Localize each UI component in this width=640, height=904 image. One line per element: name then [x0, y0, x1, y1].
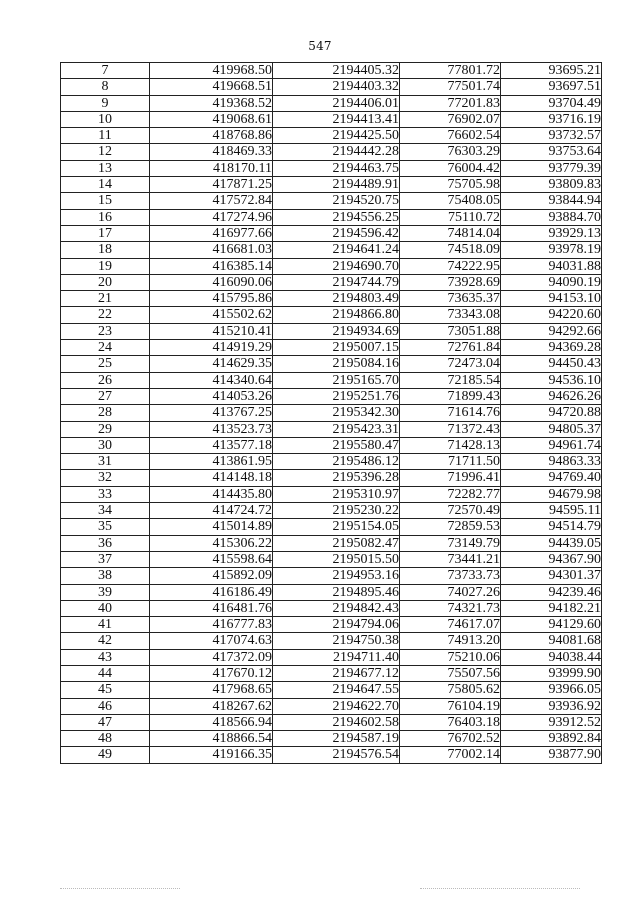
coord-x-cell: 414435.80 [150, 486, 273, 502]
coord-local-y-cell: 94805.37 [501, 421, 602, 437]
page-number: 547 [308, 39, 332, 53]
point-number-cell: 26 [61, 372, 150, 388]
coord-y-cell: 2195015.50 [273, 551, 400, 567]
point-number-cell: 15 [61, 193, 150, 209]
coord-local-y-cell: 94769.40 [501, 470, 602, 486]
coord-x-cell: 416777.83 [150, 617, 273, 633]
coord-local-x-cell: 74321.73 [400, 600, 501, 616]
coord-x-cell: 417572.84 [150, 193, 273, 209]
coord-local-x-cell: 75705.98 [400, 177, 501, 193]
table-row [61, 568, 602, 584]
coord-y-cell: 2194463.75 [273, 160, 400, 176]
coord-local-y-cell: 94292.66 [501, 323, 602, 339]
coord-y-cell: 2194403.32 [273, 79, 400, 95]
coord-local-y-cell: 94536.10 [501, 372, 602, 388]
table-row [61, 128, 602, 144]
point-number-cell: 37 [61, 551, 150, 567]
coord-local-x-cell: 77801.72 [400, 63, 501, 79]
coord-y-cell: 2195342.30 [273, 405, 400, 421]
coord-x-cell: 417274.96 [150, 209, 273, 225]
coord-y-cell: 2195251.76 [273, 388, 400, 404]
coord-x-cell: 415598.64 [150, 551, 273, 567]
coord-local-y-cell: 93892.84 [501, 731, 602, 747]
table-row [61, 682, 602, 698]
coord-x-cell: 415014.89 [150, 519, 273, 535]
coord-y-cell: 2194711.40 [273, 649, 400, 665]
coord-y-cell: 2194587.19 [273, 731, 400, 747]
point-number-cell: 7 [61, 63, 150, 79]
coord-local-y-cell: 94679.98 [501, 486, 602, 502]
coord-y-cell: 2194405.32 [273, 63, 400, 79]
coord-x-cell: 414340.64 [150, 372, 273, 388]
coord-local-y-cell: 93695.21 [501, 63, 602, 79]
coord-y-cell: 2194556.25 [273, 209, 400, 225]
point-number-cell: 32 [61, 470, 150, 486]
point-number-cell: 33 [61, 486, 150, 502]
table-row [61, 323, 602, 339]
coord-local-y-cell: 93697.51 [501, 79, 602, 95]
point-number-cell: 49 [61, 747, 150, 763]
coord-y-cell: 2195165.70 [273, 372, 400, 388]
table-row [61, 551, 602, 567]
coord-local-x-cell: 77501.74 [400, 79, 501, 95]
coord-y-cell: 2195486.12 [273, 454, 400, 470]
coord-y-cell: 2194489.91 [273, 177, 400, 193]
coord-x-cell: 419068.61 [150, 111, 273, 127]
coord-y-cell: 2195396.28 [273, 470, 400, 486]
coord-local-x-cell: 75110.72 [400, 209, 501, 225]
table-row [61, 111, 602, 127]
coord-local-y-cell: 94031.88 [501, 258, 602, 274]
table-row [61, 470, 602, 486]
table-row [61, 665, 602, 681]
coord-local-x-cell: 73441.21 [400, 551, 501, 567]
point-number-cell: 18 [61, 242, 150, 258]
table-row [61, 274, 602, 290]
coordinate-table [60, 62, 602, 764]
coord-y-cell: 2194794.06 [273, 617, 400, 633]
coord-local-x-cell: 74222.95 [400, 258, 501, 274]
table-row [61, 356, 602, 372]
coord-local-y-cell: 93844.94 [501, 193, 602, 209]
point-number-cell: 30 [61, 437, 150, 453]
coord-local-y-cell: 93753.64 [501, 144, 602, 160]
coord-x-cell: 418170.11 [150, 160, 273, 176]
coord-local-y-cell: 93716.19 [501, 111, 602, 127]
coord-x-cell: 416481.76 [150, 600, 273, 616]
table-row [61, 160, 602, 176]
coord-local-x-cell: 71996.41 [400, 470, 501, 486]
table-row [61, 437, 602, 453]
coord-local-y-cell: 94863.33 [501, 454, 602, 470]
coord-y-cell: 2194442.28 [273, 144, 400, 160]
coord-local-x-cell: 72473.04 [400, 356, 501, 372]
coord-local-x-cell: 73733.73 [400, 568, 501, 584]
coord-x-cell: 419166.35 [150, 747, 273, 763]
table-row [61, 79, 602, 95]
point-number-cell: 13 [61, 160, 150, 176]
coord-local-y-cell: 93877.90 [501, 747, 602, 763]
table-row [61, 600, 602, 616]
coord-y-cell: 2195580.47 [273, 437, 400, 453]
coord-local-y-cell: 93779.39 [501, 160, 602, 176]
coord-local-y-cell: 93978.19 [501, 242, 602, 258]
coord-local-y-cell: 94439.05 [501, 535, 602, 551]
coord-local-x-cell: 72570.49 [400, 503, 501, 519]
point-number-cell: 31 [61, 454, 150, 470]
coord-local-x-cell: 72859.53 [400, 519, 501, 535]
point-number-cell: 47 [61, 714, 150, 730]
coord-y-cell: 2194425.50 [273, 128, 400, 144]
table-row [61, 747, 602, 763]
coord-y-cell: 2195310.97 [273, 486, 400, 502]
table-row [61, 698, 602, 714]
coord-x-cell: 415502.62 [150, 307, 273, 323]
bottom-scan-mark-right [420, 888, 580, 890]
table-row [61, 177, 602, 193]
coord-x-cell: 413523.73 [150, 421, 273, 437]
table-row [61, 307, 602, 323]
table-row [61, 486, 602, 502]
coord-local-x-cell: 71614.76 [400, 405, 501, 421]
table-row [61, 63, 602, 79]
point-number-cell: 34 [61, 503, 150, 519]
coord-local-y-cell: 94038.44 [501, 649, 602, 665]
table-row [61, 519, 602, 535]
coord-local-x-cell: 73928.69 [400, 274, 501, 290]
coord-local-x-cell: 71428.13 [400, 437, 501, 453]
coord-y-cell: 2194413.41 [273, 111, 400, 127]
coord-local-x-cell: 76104.19 [400, 698, 501, 714]
table-row [61, 193, 602, 209]
coord-x-cell: 416385.14 [150, 258, 273, 274]
table-row [61, 340, 602, 356]
coord-local-x-cell: 74518.09 [400, 242, 501, 258]
table-row [61, 209, 602, 225]
coord-y-cell: 2194596.42 [273, 225, 400, 241]
coord-local-y-cell: 94220.60 [501, 307, 602, 323]
coord-local-x-cell: 75507.56 [400, 665, 501, 681]
coord-x-cell: 417372.09 [150, 649, 273, 665]
coord-local-x-cell: 75210.06 [400, 649, 501, 665]
table-row [61, 388, 602, 404]
coord-local-y-cell: 94367.90 [501, 551, 602, 567]
coord-x-cell: 415210.41 [150, 323, 273, 339]
coord-x-cell: 414148.18 [150, 470, 273, 486]
point-number-cell: 42 [61, 633, 150, 649]
coord-local-x-cell: 71372.43 [400, 421, 501, 437]
point-number-cell: 17 [61, 225, 150, 241]
point-number-cell: 20 [61, 274, 150, 290]
point-number-cell: 39 [61, 584, 150, 600]
coord-y-cell: 2194803.49 [273, 291, 400, 307]
coord-local-x-cell: 72761.84 [400, 340, 501, 356]
table-row [61, 633, 602, 649]
coord-local-y-cell: 94090.19 [501, 274, 602, 290]
coord-local-x-cell: 76403.18 [400, 714, 501, 730]
coord-local-y-cell: 94129.60 [501, 617, 602, 633]
point-number-cell: 9 [61, 95, 150, 111]
table-row [61, 95, 602, 111]
coord-x-cell: 415306.22 [150, 535, 273, 551]
point-number-cell: 10 [61, 111, 150, 127]
table-row [61, 372, 602, 388]
coord-y-cell: 2195230.22 [273, 503, 400, 519]
coord-local-x-cell: 72282.77 [400, 486, 501, 502]
coord-local-x-cell: 71899.43 [400, 388, 501, 404]
table-row [61, 714, 602, 730]
coord-y-cell: 2194641.24 [273, 242, 400, 258]
coord-x-cell: 416090.06 [150, 274, 273, 290]
coord-y-cell: 2194602.58 [273, 714, 400, 730]
table-row [61, 454, 602, 470]
coord-local-x-cell: 71711.50 [400, 454, 501, 470]
coord-local-x-cell: 73635.37 [400, 291, 501, 307]
coord-local-y-cell: 93704.49 [501, 95, 602, 111]
point-number-cell: 24 [61, 340, 150, 356]
point-number-cell: 36 [61, 535, 150, 551]
table-row [61, 225, 602, 241]
coord-x-cell: 419968.50 [150, 63, 273, 79]
coord-local-y-cell: 93912.52 [501, 714, 602, 730]
table-row [61, 617, 602, 633]
coord-local-x-cell: 72185.54 [400, 372, 501, 388]
coord-local-y-cell: 94595.11 [501, 503, 602, 519]
point-number-cell: 8 [61, 79, 150, 95]
table-body [61, 63, 602, 764]
coord-y-cell: 2194842.43 [273, 600, 400, 616]
coord-y-cell: 2194622.70 [273, 698, 400, 714]
coord-x-cell: 417074.63 [150, 633, 273, 649]
point-number-cell: 35 [61, 519, 150, 535]
point-number-cell: 16 [61, 209, 150, 225]
coord-x-cell: 417968.65 [150, 682, 273, 698]
coord-y-cell: 2194677.12 [273, 665, 400, 681]
point-number-cell: 22 [61, 307, 150, 323]
coord-local-y-cell: 94081.68 [501, 633, 602, 649]
table-row [61, 584, 602, 600]
coord-local-y-cell: 94369.28 [501, 340, 602, 356]
coord-x-cell: 419668.51 [150, 79, 273, 95]
coord-x-cell: 416681.03 [150, 242, 273, 258]
coord-x-cell: 418566.94 [150, 714, 273, 730]
coord-local-y-cell: 94301.37 [501, 568, 602, 584]
coord-x-cell: 418866.54 [150, 731, 273, 747]
coord-x-cell: 416186.49 [150, 584, 273, 600]
point-number-cell: 11 [61, 128, 150, 144]
coord-local-x-cell: 73343.08 [400, 307, 501, 323]
coord-local-y-cell: 94239.46 [501, 584, 602, 600]
point-number-cell: 46 [61, 698, 150, 714]
coord-local-y-cell: 94961.74 [501, 437, 602, 453]
coord-x-cell: 418469.33 [150, 144, 273, 160]
point-number-cell: 19 [61, 258, 150, 274]
coord-local-y-cell: 93999.90 [501, 665, 602, 681]
coord-local-y-cell: 93966.05 [501, 682, 602, 698]
table-row [61, 421, 602, 437]
coord-local-y-cell: 93732.57 [501, 128, 602, 144]
point-number-cell: 41 [61, 617, 150, 633]
coord-local-x-cell: 75408.05 [400, 193, 501, 209]
coord-y-cell: 2194744.79 [273, 274, 400, 290]
coord-x-cell: 419368.52 [150, 95, 273, 111]
coord-local-x-cell: 77201.83 [400, 95, 501, 111]
coord-local-x-cell: 76004.42 [400, 160, 501, 176]
point-number-cell: 28 [61, 405, 150, 421]
coord-local-x-cell: 74913.20 [400, 633, 501, 649]
coord-x-cell: 415795.86 [150, 291, 273, 307]
coord-x-cell: 414629.35 [150, 356, 273, 372]
coord-y-cell: 2195082.47 [273, 535, 400, 551]
table-row [61, 649, 602, 665]
point-number-cell: 21 [61, 291, 150, 307]
coord-y-cell: 2195007.15 [273, 340, 400, 356]
coord-y-cell: 2194750.38 [273, 633, 400, 649]
coord-local-y-cell: 94450.43 [501, 356, 602, 372]
coord-local-x-cell: 74617.07 [400, 617, 501, 633]
point-number-cell: 38 [61, 568, 150, 584]
coord-local-y-cell: 94182.21 [501, 600, 602, 616]
coord-local-x-cell: 75805.62 [400, 682, 501, 698]
coord-y-cell: 2194520.75 [273, 193, 400, 209]
point-number-cell: 14 [61, 177, 150, 193]
coord-x-cell: 418267.62 [150, 698, 273, 714]
coord-local-x-cell: 73149.79 [400, 535, 501, 551]
point-number-cell: 27 [61, 388, 150, 404]
coord-x-cell: 414919.29 [150, 340, 273, 356]
bottom-scan-mark-left [60, 888, 180, 890]
coord-y-cell: 2195423.31 [273, 421, 400, 437]
table-row [61, 405, 602, 421]
coord-local-y-cell: 94720.88 [501, 405, 602, 421]
coord-local-y-cell: 94626.26 [501, 388, 602, 404]
coord-y-cell: 2194953.16 [273, 568, 400, 584]
coord-local-x-cell: 77002.14 [400, 747, 501, 763]
coord-x-cell: 414053.26 [150, 388, 273, 404]
point-number-cell: 23 [61, 323, 150, 339]
table-row [61, 503, 602, 519]
table-row [61, 144, 602, 160]
table-row [61, 242, 602, 258]
table-row [61, 731, 602, 747]
coord-local-y-cell: 93884.70 [501, 209, 602, 225]
coord-local-x-cell: 76602.54 [400, 128, 501, 144]
coord-local-y-cell: 93809.83 [501, 177, 602, 193]
coord-y-cell: 2194866.80 [273, 307, 400, 323]
coord-local-x-cell: 73051.88 [400, 323, 501, 339]
coord-y-cell: 2194934.69 [273, 323, 400, 339]
point-number-cell: 29 [61, 421, 150, 437]
point-number-cell: 40 [61, 600, 150, 616]
point-number-cell: 43 [61, 649, 150, 665]
coord-local-x-cell: 76902.07 [400, 111, 501, 127]
coord-local-x-cell: 74814.04 [400, 225, 501, 241]
coord-y-cell: 2195154.05 [273, 519, 400, 535]
coord-local-x-cell: 76303.29 [400, 144, 501, 160]
coord-x-cell: 418768.86 [150, 128, 273, 144]
point-number-cell: 48 [61, 731, 150, 747]
table-row [61, 535, 602, 551]
point-number-cell: 25 [61, 356, 150, 372]
coord-x-cell: 413577.18 [150, 437, 273, 453]
coord-x-cell: 415892.09 [150, 568, 273, 584]
coord-y-cell: 2194647.55 [273, 682, 400, 698]
coord-y-cell: 2194690.70 [273, 258, 400, 274]
point-number-cell: 45 [61, 682, 150, 698]
coord-x-cell: 413767.25 [150, 405, 273, 421]
coord-y-cell: 2194406.01 [273, 95, 400, 111]
coord-y-cell: 2194576.54 [273, 747, 400, 763]
coord-local-y-cell: 94153.10 [501, 291, 602, 307]
coord-x-cell: 414724.72 [150, 503, 273, 519]
coord-x-cell: 413861.95 [150, 454, 273, 470]
point-number-cell: 44 [61, 665, 150, 681]
coord-local-x-cell: 74027.26 [400, 584, 501, 600]
coord-y-cell: 2194895.46 [273, 584, 400, 600]
table-row [61, 258, 602, 274]
point-number-cell: 12 [61, 144, 150, 160]
coord-x-cell: 417670.12 [150, 665, 273, 681]
table-row [61, 291, 602, 307]
coord-x-cell: 416977.66 [150, 225, 273, 241]
coord-y-cell: 2195084.16 [273, 356, 400, 372]
coord-local-y-cell: 94514.79 [501, 519, 602, 535]
coord-local-y-cell: 93929.13 [501, 225, 602, 241]
coord-local-y-cell: 93936.92 [501, 698, 602, 714]
coord-x-cell: 417871.25 [150, 177, 273, 193]
coord-local-x-cell: 76702.52 [400, 731, 501, 747]
